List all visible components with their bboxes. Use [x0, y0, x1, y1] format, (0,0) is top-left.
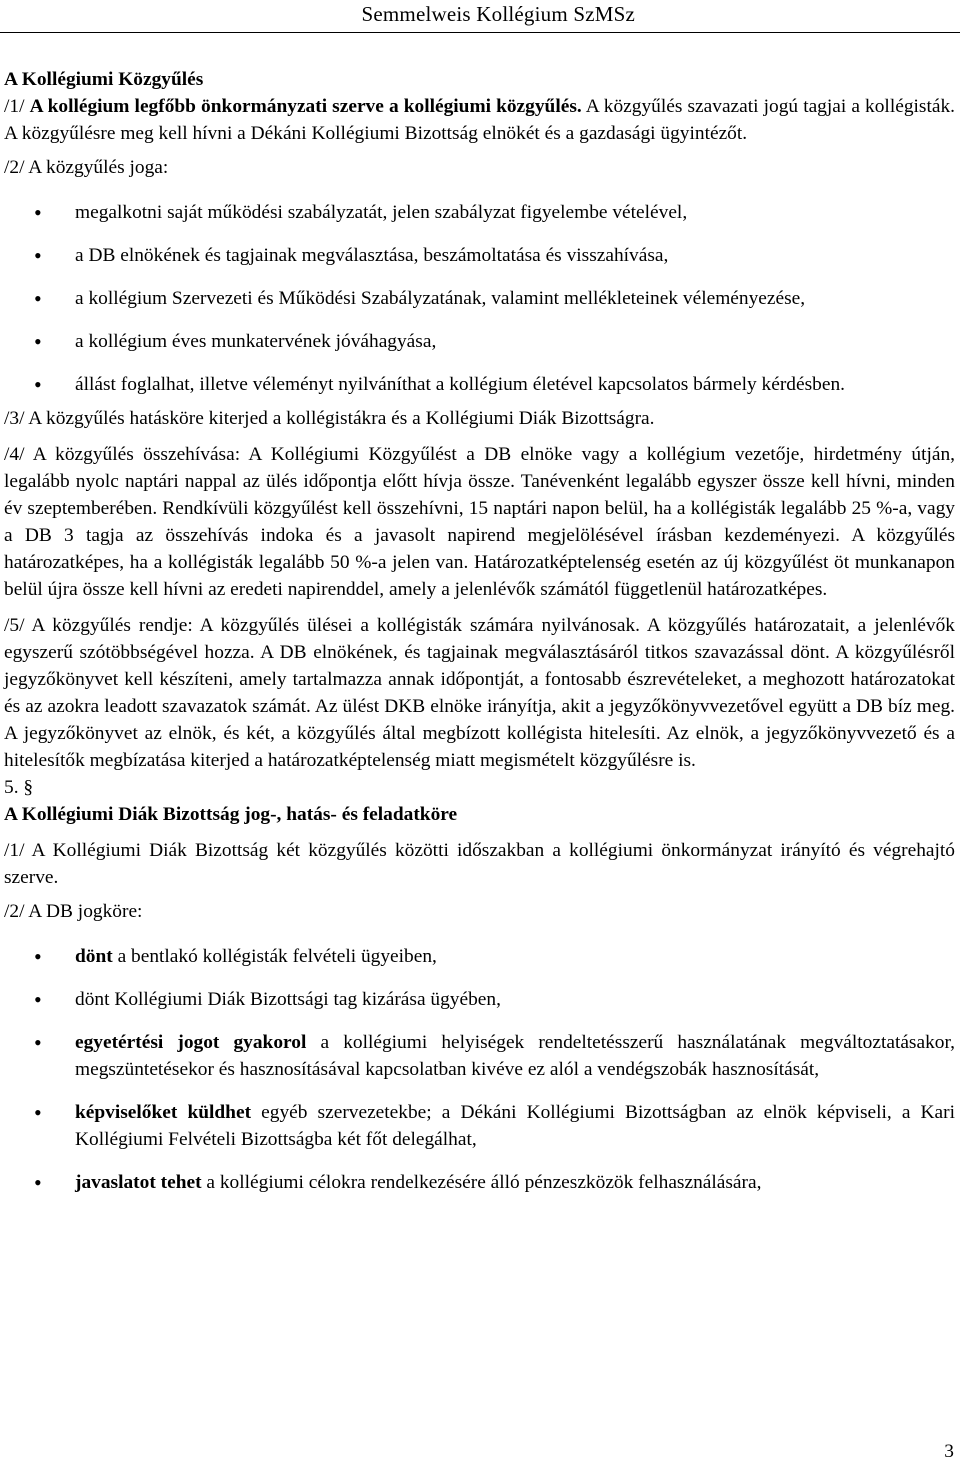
- item-bold: dönt: [75, 946, 113, 967]
- paragraph-4: /4/ A közgyűlés összehívása: A Kollégiumi Közgyűlést a DB elnöke vagy a kollégium vezetője, hirdetmény útján, legalább nyolc naptári nappal az ülés időpontja előtt hívja össze. Tanévenként legalább egyszer össze kell hívni, minden év szeptemberében. Rendkívüli közgyűlést kell összehívni, 15 naptári napon belül, ha a kollégisták legalább 25 %-a, vagy a DB 3 tagja az összehívás indoka és a javasolt napirend megjelölésével írásban kezdeményezi. A közgyűlés határozatképes, ha a kollégisták legalább 50 %-a jelen van. Határozatképtelenség esetén az új közgyűlést öt munkanapon belül újra össze kell hívni az eredeti napirenddel, amely a jelenlévők számától függetlenül határozatképes.: [4, 444, 955, 600]
- paragraph-1: [4, 93, 955, 147]
- list-item: • a DB elnökének és tagjainak megválasztása, beszámoltatása és visszahívása,: [4, 242, 955, 269]
- item-text: a bentlakó kollégisták felvételi ügyeiben,: [112, 946, 437, 967]
- paragraph-2-intro: /2/ A közgyűlés joga:: [4, 157, 169, 178]
- paragraph-1-bold: A kollégium legfőbb önkormányzati szerve a kollégiumi közgyűlés.: [29, 96, 582, 117]
- header-rule: [0, 32, 960, 33]
- list-item: • állást foglalhat, illetve véleményt nyilváníthat a kollégium életével kapcsolatos bármely kérdésben.: [4, 371, 955, 398]
- page-number: 3: [944, 1441, 954, 1462]
- item-text: dönt Kollégiumi Diák Bizottsági tag kizárása ügyében,: [75, 989, 501, 1010]
- paragraph-3: /3/ A közgyűlés hatásköre kiterjed a kollégistákra és a Kollégiumi Diák Bizottságra.: [4, 408, 655, 429]
- list-item: [4, 943, 955, 970]
- paragraph-1-prefix: /1/: [4, 96, 30, 117]
- rights-list: [4, 199, 955, 398]
- list-item: [4, 1029, 955, 1083]
- section-number: 5. §: [4, 777, 34, 798]
- paragraph-db-1: /1/ A Kollégiumi Diák Bizottság két közgyűlés közötti időszakban a kollégiumi önkormányzat irányító és végrehajtó szerve.: [4, 840, 955, 888]
- paragraph-5: /5/ A közgyűlés rendje: A közgyűlés ülései a kollégisták számára nyilvánosak. A közgyűlés határozatait, a jelenlévők egyszerű szótöbbségével hozza. A DB elnökének, és tagjainak megválasztásáról titkos szavazással dönt. A közgyűlésről jegyzőkönyvet kell készíteni, amely tartalmazza annak időpontját, a fontosabb észrevételeket, a meghozott határozatokat és az azokra leadott szavazatok számát. Az ülést DKB elnöke irányítja, akit a jegyzőkönyvvezetővel együtt a DB bíz meg. A jegyzőkönyvet az elnök, és két, a közgyűlés által megbízott kollégista hitelesíti. Az elnök, a jegyzőkönyvvezető és a hitelesítők megbízatása kiterjed a határozatképtelenség miatt megismételt közgyűlésre is.: [4, 615, 955, 771]
- item-bold: egyetértési jogot gyakorol: [75, 1032, 307, 1053]
- list-item: [4, 1169, 955, 1196]
- list-item: • a kollégium Szervezeti és Működési Szabályzatának, valamint mellékleteinek véleményezése,: [4, 285, 955, 312]
- item-bold: javaslatot tehet: [75, 1172, 202, 1193]
- paragraph-1-rest: A közgyűlés szavazati jogú tagjai a kollégisták. A közgyűlésre meg kell hívni a Dékáni Kollégiumi Bizottság elnökét és a gazdasági ügyintézőt.: [4, 96, 955, 144]
- section-heading-kozgyules: A Kollégiumi Közgyűlés: [4, 69, 204, 90]
- page-content: [4, 66, 955, 1196]
- section-heading-db: A Kollégiumi Diák Bizottság jog-, hatás- és feladatköre: [4, 804, 458, 825]
- list-item: [4, 1099, 955, 1153]
- item-text: egyéb szervezetekbe; a Dékáni Kollégiumi Bizottságban az elnök képviseli, a Kari Kollégiumi Felvételi Bizottságba két főt delegálhat,: [75, 1102, 955, 1150]
- list-item: • a kollégium éves munkatervének jóváhagyása,: [4, 328, 955, 355]
- item-text: a kollégiumi célokra rendelkezésére álló pénzeszközök felhasználására,: [201, 1172, 762, 1193]
- item-bold: képviselőket küldhet: [75, 1102, 252, 1123]
- list-item: • megalkotni saját működési szabályzatát, jelen szabályzat figyelembe vételével,: [4, 199, 955, 226]
- running-header: Semmelweis Kollégium SzMSz: [361, 2, 635, 26]
- list-item: [4, 986, 955, 1013]
- item-text: a kollégiumi helyiségek rendeltetésszerű használatának megváltoztatásakor, megszüntetésekor és hasznosításával kapcsolatban kivéve ez alól a vendégszobák hasznosítását,: [75, 1032, 956, 1080]
- db-powers-list: [4, 943, 955, 1196]
- paragraph-db-2-intro: /2/ A DB jogköre:: [4, 901, 143, 922]
